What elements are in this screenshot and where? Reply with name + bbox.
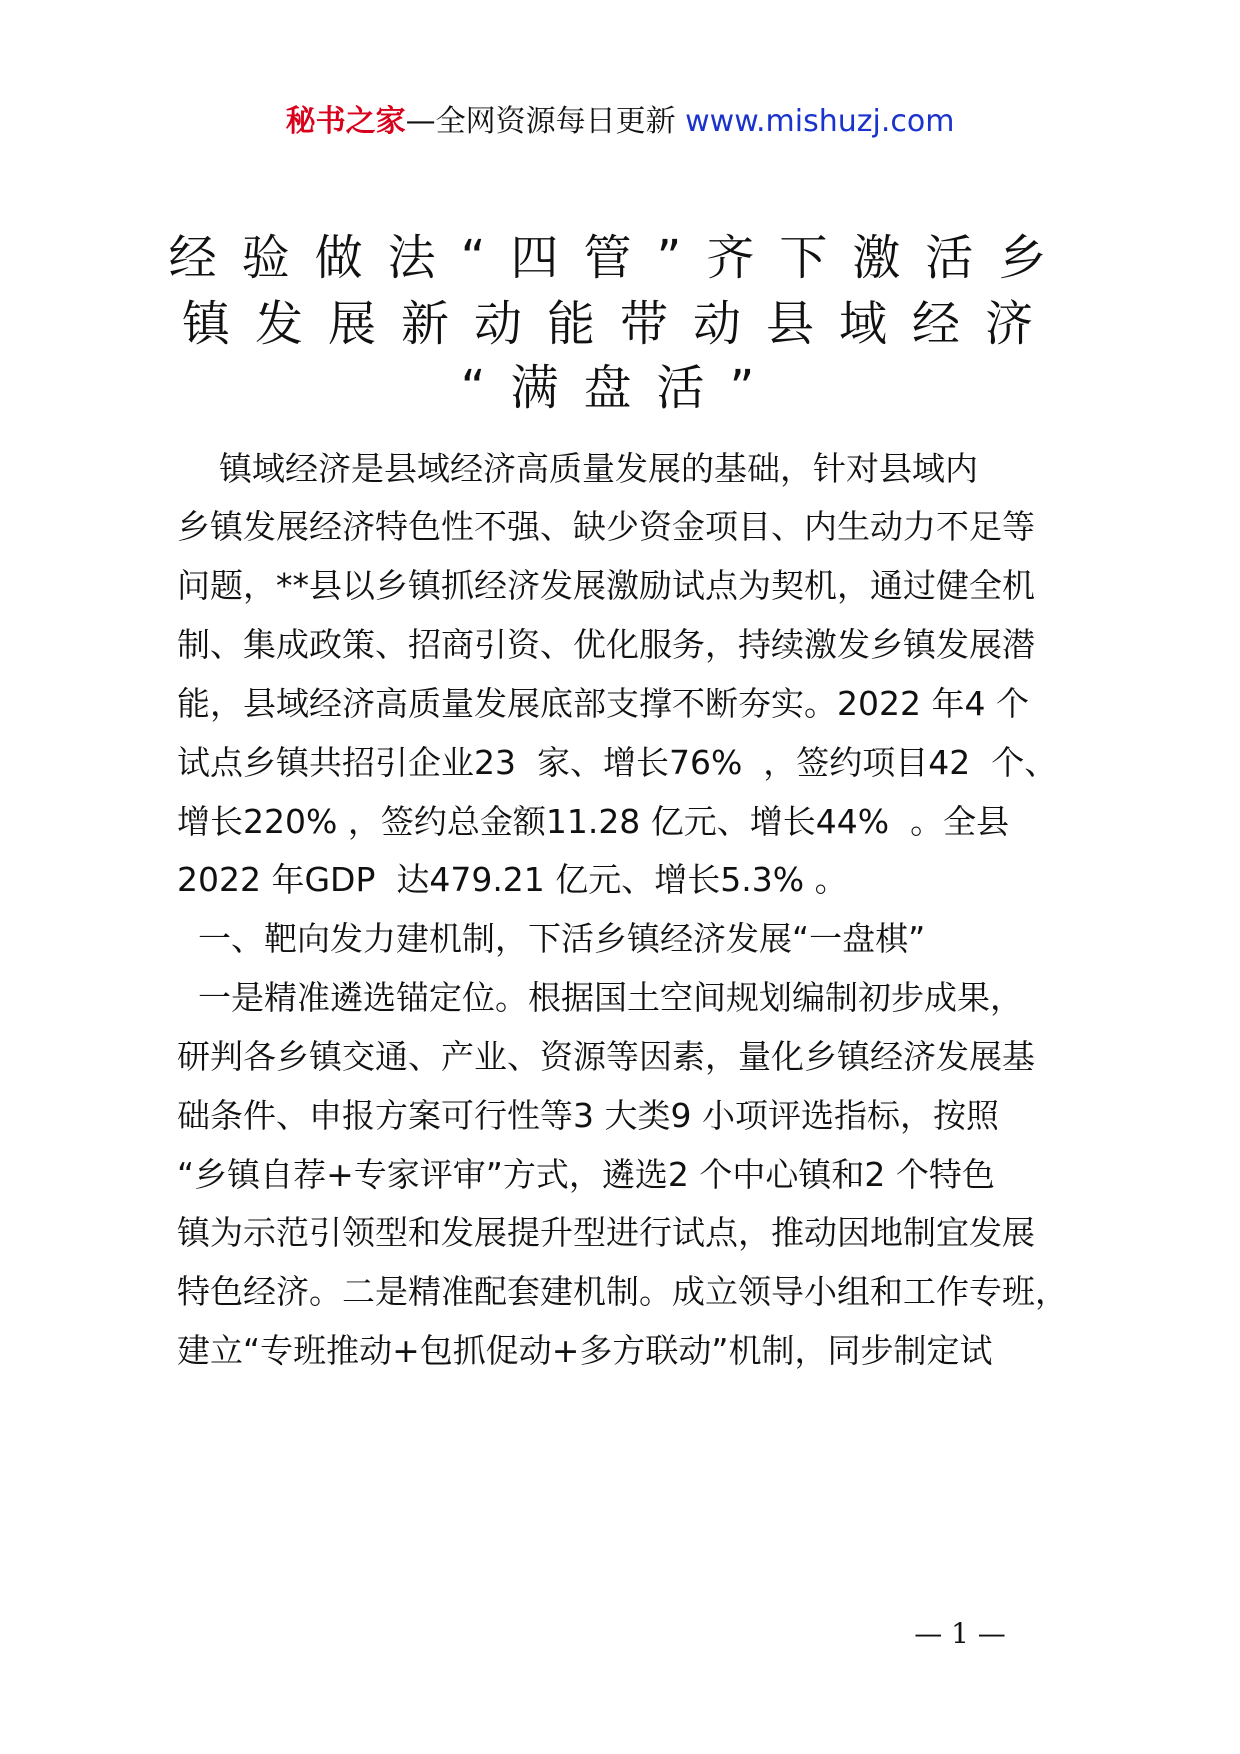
document-title-line-2: 镇发展新动能带动县域经济 [181,296,1058,352]
body-line: “乡镇自荐+专家评审”方式，遴选2 个中心镇和2 个特色 [177,1155,995,1194]
body-line: 增长220% ，签约总金额11.28 亿元、增长44% 。全县 [177,802,1010,841]
body-line: 研判各乡镇交通、产业、资源等因素，量化乡镇经济发展基 [177,1037,1035,1076]
body-line: 镇域经济是县域经济高质量发展的基础，针对县域内 [177,449,978,488]
body-line: 制、集成政策、招商引资、优化服务，持续激发乡镇发展潜 [177,625,1035,664]
body-line: 2022 年GDP 达479.21 亿元、增长5.3% 。 [177,860,848,899]
section-heading: 一、靶向发力建机制，下活乡镇经济发展“一盘棋” [177,919,926,958]
body-line: 础条件、申报方案可行性等3 大类9 小项评选指标，按照 [177,1096,999,1135]
document-title-line-3: “满盘活” [460,360,780,416]
body-line: 一是精准遴选锚定位。根据国土空间规划编制初步成果， [177,978,1023,1017]
body-line: 乡镇发展经济特色性不强、缺少资金项目、内生动力不足等 [177,507,1035,546]
site-header [0,102,1240,142]
body-line: 能，县域经济高质量发展底部支撑不断夯实。2022 年4 个 [177,684,1029,723]
brand-name: 秘书之家 [285,104,406,139]
page-number: — 1 — [914,1617,1006,1650]
body-line: 特色经济。二是精准配套建机制。成立领导小组和工作专班， [177,1272,1068,1311]
document-title-line-1: 经验做法“四管”齐下激活乡 [168,230,1072,286]
body-line: 试点乡镇共招引企业23 家、增长76% ，签约项目42 个、 [177,743,1058,782]
body-line: 镇为示范引领型和发展提升型进行试点，推动因地制宜发展 [177,1213,1035,1252]
body-line: 问题，**县以乡镇抓经济发展激励试点为契机，通过健全机 [177,566,1035,605]
body-line: 建立“专班推动+包抓促动+多方联动”机制，同步制定试 [177,1331,993,1370]
header-tagline: —全网资源每日更新 [405,104,676,139]
site-url-link[interactable]: www.mishuzj.com [685,104,955,139]
